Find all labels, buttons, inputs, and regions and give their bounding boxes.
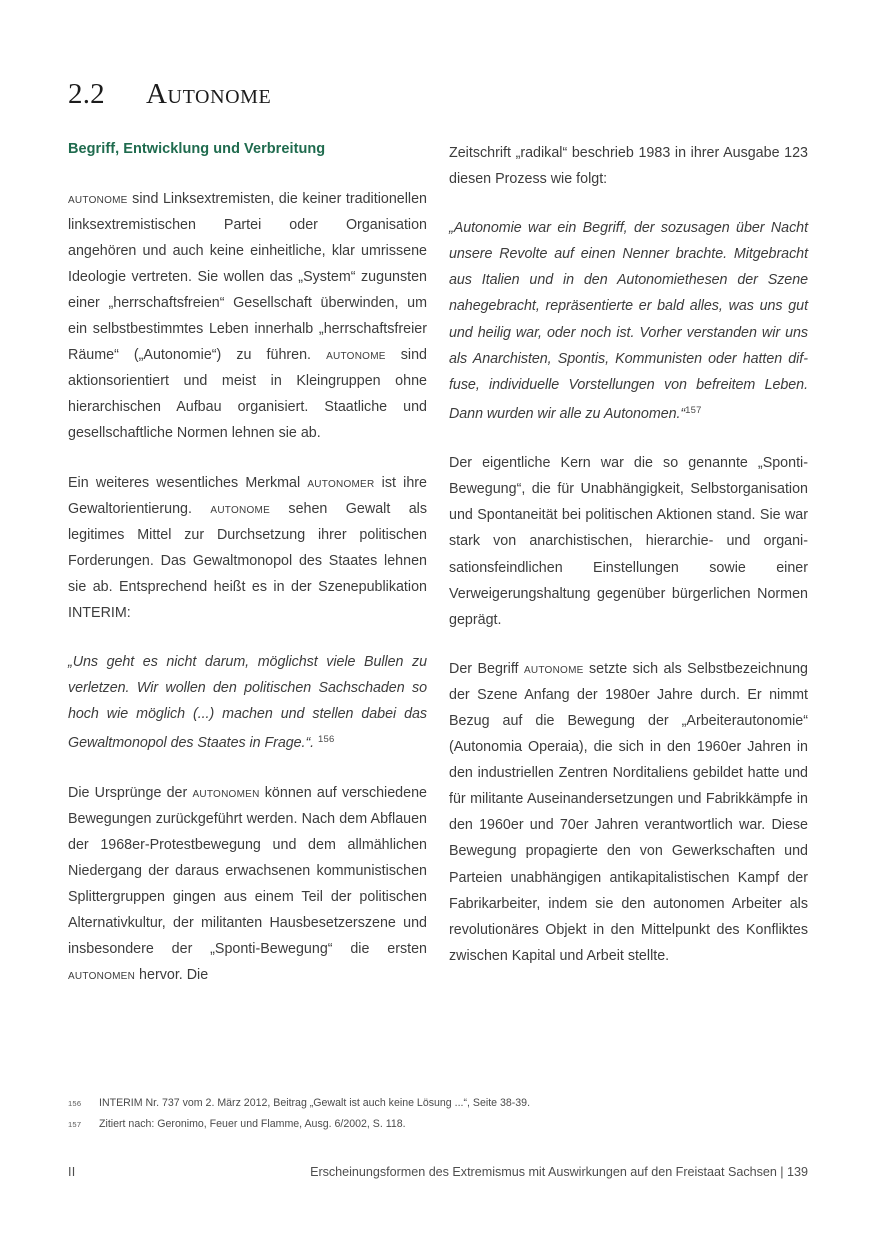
paragraph-violence (68, 470, 427, 627)
two-column-body (68, 140, 808, 988)
chapter-heading (68, 78, 808, 111)
left-column (68, 140, 427, 988)
paragraph-text: sehen Gewalt als legitimes Mittel zur Durchsetzung ihrer politischen Forderungen. Das Gewaltmonopol des Staates lehnen sie ab. Entsprechend heißt es in der Szenepublikation INTERIM: (68, 500, 427, 621)
chapter-number: 2.2 (68, 78, 105, 110)
section-subheading: Begriff, Entwicklung und Verbreitung (68, 141, 326, 157)
footnote-text: Zitiert nach: Geronimo, Feuer und Flamme, Ausg. 6/2002, S. 118. (99, 1118, 406, 1130)
paragraph-begriff (449, 656, 808, 969)
page-title: autonome (146, 78, 272, 110)
footnote-item (68, 1114, 808, 1135)
paragraph-text: sind aktionsorientiert und meist in Kleingruppen ohne hierarchischen Aufbau organisiert. Staatliche und gesellschaftliche Normen lehnen sie ab. (68, 347, 427, 442)
blockquote-radikal (449, 215, 808, 427)
footnote-ref-156[interactable]: 156 (318, 734, 335, 746)
paragraph-text: Die Ursprünge der (68, 784, 193, 801)
footnote-item (68, 1093, 808, 1114)
paragraph-text: sind Linksextremisten, die keiner traditionellen linksextremistischen Partei oder Organisation angehören und auch keine einheitliche, klar umrissene Ideologie vertreten. Sie wollen das „System“ zugunsten einer „herrschaftsfreien“ Gesellschaft überwinden, um ein selbstbestimmtes Leben innerhalb „herrschaftsfreier Räume“ („Autonomie“) zu führen. (68, 190, 427, 364)
paragraph-text: können auf verschiedene Bewegungen zurückgeführt werden. Nach dem Abflauen der 1968er-Protestbewegung und dem allmählichen Niedergang der daraus erwachsenen kommunistischen Splittergruppen gingen aus einem Teil der politischen Alternativkultur, der militanten Hausbesetzerszene und insbesondere der „Sponti-Bewegung“ die ersten (68, 784, 427, 958)
footnote-text: INTERIM Nr. 737 vom 2. März 2012, Beitrag „Gewalt ist auch keine Lösung ...“, Seite 38-39. (99, 1097, 531, 1109)
paragraph-sponti: Der eigentliche Kern war die so genannte „Sponti-Bewegung“, die für Unabhängigkeit, Selbstorganisation und Spontaneität bei politischen Aktionen stand. Sie war stark von anarchistischen, hierarchie- und organisationsfeindlichen Einstellungen sowie einer Verweigerungshaltung gegenüber bürgerlichen Normen geprägt. (449, 455, 808, 628)
paragraph-definition (68, 186, 427, 447)
paragraph-origins (68, 780, 427, 989)
quote-text: „Autonomie war ein Begriff, der sozusagen über Nacht unsere Revolte auf einen Nenner brachte. Mitgebracht aus Italien und in den Autonomiethesen der Szene nahegebracht, repräsentierte er bald alles, was uns gut und heilig war, oder noch ist. Vorher verstanden wir uns als Anarchisten, Spontis, Kommunisten oder hatten diffuse, individuelle Vorstellungen von befreitem Leben. Dann wurden wir alle zu Autonomen.“ (449, 220, 808, 423)
paragraph-text: Ein weiteres wesentliches Merkmal (68, 474, 308, 491)
term-autonomen: autonomen (68, 967, 136, 984)
part-number: II (68, 1165, 76, 1179)
term-autonome: autonome (326, 347, 386, 364)
footnotes-area (68, 1093, 808, 1135)
term-autonome: autonome (523, 660, 584, 677)
term-autonomen: autonomen (192, 784, 260, 801)
term-autonomer: autonomer (307, 474, 375, 491)
page-footer (68, 1165, 808, 1179)
right-column (449, 140, 808, 988)
paragraph-text: hervor. Die (135, 967, 209, 984)
footnote-number: 157 (68, 1120, 82, 1129)
blockquote-interim (68, 649, 427, 757)
paragraph-text: setzte sich als Selbstbezeichnung der Szene Anfang der 1980er Jahre durch. Er nimmt Bezug auf die Bewegung der „Arbeiterautonomie“ (Autonomia Operaia), die sich in den 1960er Jahren in den industriellen Zentren Norditaliens gebildet hatte und für militante Auseinandersetzungen und Fabrikkämpfe in den 1960er und 70er Jahren verantwortlich war. Diese Bewegung propagierte den von Gewerkschaften und Parteien unabhängigen antikapitalistischen Kampf der Fabrikarbeiter, indem sie den autonomen Arbeiter als revolutionäres Objekt in den Mittelpunkt des Konfliktes zwischen Kapital und Arbeit stellte. (449, 660, 808, 964)
paragraph-radikal-intro: Zeitschrift „radikal“ beschrieb 1983 in ihrer Ausgabe 123 diesen Prozess wie folgt: (449, 145, 808, 188)
term-autonome: autonome (210, 500, 271, 517)
paragraph-text: ist ihre Gewaltorientierung. (68, 474, 427, 517)
quote-text: „Uns geht es nicht darum, möglichst viele Bullen zu verletzen. Wir wollen den politischen Sachschaden so hoch wie möglich (...) machen und stellen dabei das Gewaltmonopol des Staates in Frage.“. (68, 654, 427, 752)
term-autonome: autonome (68, 190, 128, 207)
paragraph-text: Der Begriff (449, 660, 524, 677)
footnote-number: 156 (68, 1099, 82, 1108)
footnote-ref-157[interactable]: 157 (685, 404, 702, 416)
running-title: Erscheinungsformen des Extremismus mit Auswirkungen auf den Freistaat Sachsen | 139 (310, 1165, 808, 1179)
